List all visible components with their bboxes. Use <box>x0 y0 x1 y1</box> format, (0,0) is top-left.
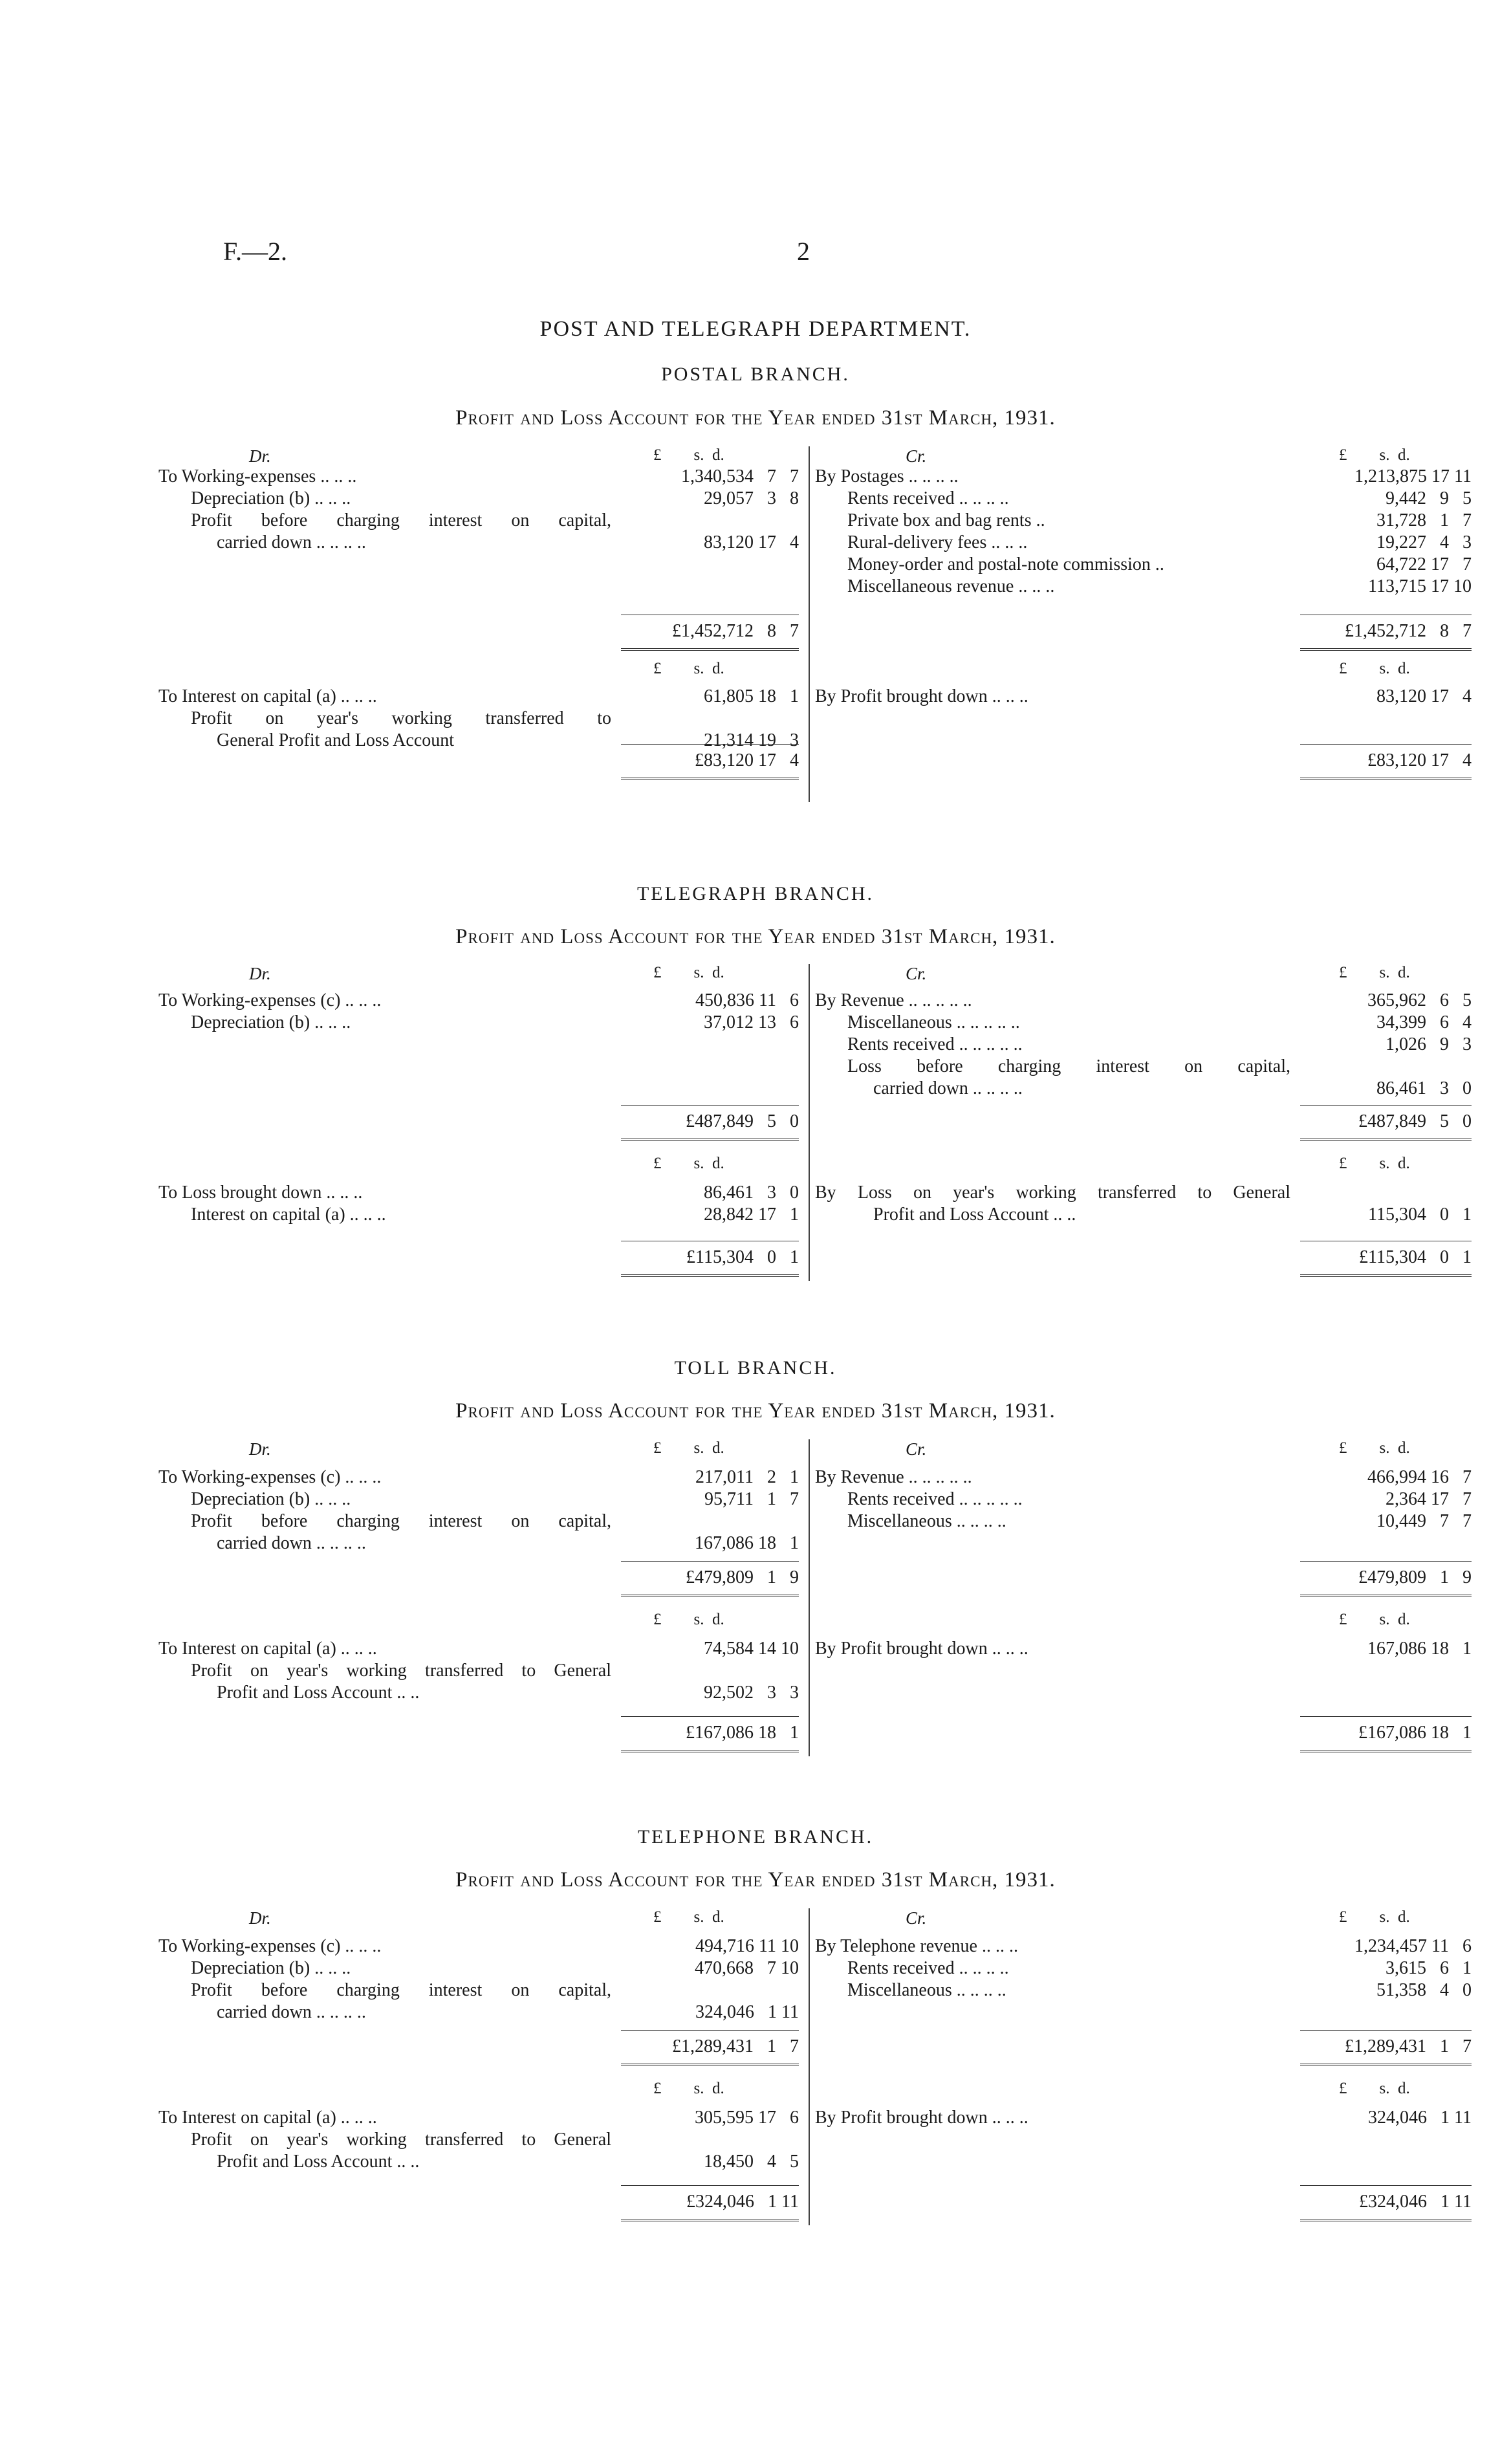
telegraph-cr1-desc: Rents received .. .. .. .. .. <box>847 1034 1023 1054</box>
total-two: £115,304 0 1 <box>1359 1247 1472 1267</box>
total-two: £83,120 17 4 <box>1367 750 1472 770</box>
telegraph-dr2-line <box>158 1182 802 1204</box>
toll-cr1-line <box>815 1466 1472 1488</box>
cr-heading: Cr. <box>906 964 927 983</box>
credit-side <box>815 446 1472 815</box>
dr-heading: Dr. <box>249 446 271 466</box>
total-double-rule-two <box>621 1750 799 1754</box>
telephone-cr1-amount: 3,615 6 1 <box>1386 1958 1472 1978</box>
toll-cr2-line <box>815 1638 1472 1660</box>
total-double-rule-two <box>1300 2219 1472 2223</box>
postal-branch-title: POSTAL BRANCH. <box>661 364 850 385</box>
telegraph-cr2-desc: By Loss on year's working transferred to General <box>815 1183 1290 1203</box>
cr-heading: Cr. <box>906 446 927 466</box>
postal-dr2-amount: 21,314 19 3 <box>704 730 799 750</box>
telephone-cr1-line <box>815 1979 1472 2001</box>
telephone-account <box>158 1908 1472 2238</box>
telegraph-cr1-amount: 86,461 3 0 <box>1376 1078 1472 1098</box>
toll-dr1-line <box>158 1510 802 1532</box>
postal-dr1-desc: To Working-expenses .. .. .. <box>158 466 357 486</box>
telegraph-cr1-line <box>815 990 1472 1012</box>
total-two: £324,046 1 11 <box>1359 2192 1472 2212</box>
telegraph-pl-title: Profit and Loss Account for the Year ended 31st March, 1931. <box>455 925 1056 948</box>
subtotal-rule-two <box>621 2185 799 2186</box>
telephone-cr2-amount: 324,046 1 11 <box>1368 2108 1472 2128</box>
total-one: £1,289,431 1 7 <box>672 2036 799 2056</box>
total-double-rule-two <box>621 2219 799 2223</box>
subtotal-rule <box>621 1561 799 1562</box>
postal-cr1-amount: 113,715 17 10 <box>1368 576 1472 596</box>
units-heading-two: £ s. d. <box>653 1611 724 1628</box>
telegraph-dr1-line <box>158 990 802 1012</box>
telegraph-dr1-amount: 450,836 11 6 <box>695 990 799 1010</box>
postal-cr2-amount: 83,120 17 4 <box>1376 686 1472 706</box>
subtotal-rule <box>1300 2030 1472 2031</box>
page-ref: F.—2. <box>223 237 288 266</box>
subtotal-rule-two <box>1300 2185 1472 2186</box>
telephone-dr2-amount: 18,450 4 5 <box>704 2152 799 2172</box>
total-double-rule <box>1300 648 1472 653</box>
toll-dr2-desc: Profit and Loss Account .. .. <box>217 1683 420 1703</box>
telephone-branch-title: TELEPHONE BRANCH. <box>637 1826 874 1848</box>
cr-heading: Cr. <box>906 1439 927 1459</box>
telephone-dr2-line <box>158 2151 802 2173</box>
postal-dr2-desc: To Interest on capital (a) .. .. .. <box>158 686 377 706</box>
postal-cr1-line <box>815 532 1472 554</box>
telegraph-cr1-amount: 34,399 6 4 <box>1376 1012 1472 1032</box>
telegraph-cr2-amount: 115,304 0 1 <box>1368 1205 1472 1225</box>
telephone-dr1-amount: 494,716 11 10 <box>695 1936 799 1956</box>
telephone-cr1-desc: Miscellaneous .. .. .. .. <box>847 1980 1006 2000</box>
debit-side <box>158 446 802 815</box>
toll-dr2-desc: Profit on year's working transferred to General <box>191 1661 611 1681</box>
toll-dr2-desc: To Interest on capital (a) .. .. .. <box>158 1639 377 1659</box>
telegraph-cr2-line <box>815 1182 1472 1204</box>
total-double-rule <box>1300 1595 1472 1599</box>
credit-side <box>815 1439 1472 1769</box>
telegraph-cr1-desc: By Revenue .. .. .. .. .. <box>815 990 972 1010</box>
dr-units-heading: £ s. d. <box>653 1908 724 1926</box>
postal-dr1-line <box>158 510 802 532</box>
telephone-dr1-desc: Profit before charging interest on capital, <box>191 1980 611 2000</box>
postal-dr1-desc: Profit before charging interest on capital, <box>191 510 611 530</box>
toll-cr1-amount: 466,994 16 7 <box>1367 1467 1472 1487</box>
telephone-dr1-line <box>158 1935 802 1957</box>
page-title: POST AND TELEGRAPH DEPARTMENT. <box>539 317 972 341</box>
telephone-dr1-desc: Depreciation (b) .. .. .. <box>191 1958 351 1978</box>
telegraph-dr2-amount: 86,461 3 0 <box>704 1183 799 1203</box>
toll-dr2-line <box>158 1660 802 1682</box>
postal-dr1-amount: 1,340,534 7 7 <box>681 466 799 486</box>
telegraph-cr2-line <box>815 1204 1472 1226</box>
postal-cr1-desc: Rents received .. .. .. .. <box>847 488 1009 508</box>
total-double-rule <box>1300 2064 1472 2068</box>
subtotal-rule <box>621 2030 799 2031</box>
toll-dr1-line <box>158 1466 802 1488</box>
dr-units-heading: £ s. d. <box>653 1439 724 1457</box>
telegraph-cr1-line <box>815 1078 1472 1100</box>
total-one: £1,289,431 1 7 <box>1345 2036 1472 2056</box>
toll-dr1-desc: To Working-expenses (c) .. .. .. <box>158 1467 382 1487</box>
dr-units-heading: £ s. d. <box>653 446 724 464</box>
units-heading-two: £ s. d. <box>653 660 724 677</box>
postal-cr1-desc: Rural-delivery fees .. .. .. <box>847 532 1028 552</box>
toll-dr1-line <box>158 1532 802 1554</box>
postal-dr2-line <box>158 708 802 730</box>
subtotal-rule-two <box>1300 744 1472 745</box>
total-double-rule-two <box>621 778 799 782</box>
telephone-dr2-line <box>158 2129 802 2151</box>
telegraph-cr1-line <box>815 1056 1472 1078</box>
total-double-rule <box>621 648 799 653</box>
credit-side <box>815 1908 1472 2238</box>
units-heading-two: £ s. d. <box>653 1155 724 1172</box>
debit-side <box>158 1908 802 2238</box>
account-divider <box>809 1439 810 1756</box>
postal-cr2-desc: By Profit brought down .. .. .. <box>815 686 1028 706</box>
telephone-dr2-desc: Profit and Loss Account .. .. <box>217 2152 420 2172</box>
credit-side <box>815 964 1472 1294</box>
toll-cr1-amount: 10,449 7 7 <box>1376 1511 1472 1531</box>
total-two: £115,304 0 1 <box>686 1247 799 1267</box>
telephone-dr1-desc: To Working-expenses (c) .. .. .. <box>158 1936 382 1956</box>
cr-units-heading: £ s. d. <box>1339 1908 1410 1926</box>
total-double-rule-two <box>621 1274 799 1279</box>
dr-units-heading: £ s. d. <box>653 964 724 981</box>
total-double-rule-two <box>1300 778 1472 782</box>
toll-account <box>158 1439 1472 1769</box>
postal-cr1-desc: Private box and bag rents .. <box>847 510 1045 530</box>
telegraph-cr1-desc: Miscellaneous .. .. .. .. .. <box>847 1012 1020 1032</box>
postal-cr1-line <box>815 466 1472 488</box>
toll-cr2-desc: By Profit brought down .. .. .. <box>815 1639 1028 1659</box>
postal-cr1-line <box>815 576 1472 598</box>
telephone-cr1-line <box>815 1935 1472 1957</box>
telephone-dr2-line <box>158 2107 802 2129</box>
postal-account <box>158 446 1472 815</box>
total-double-rule-two <box>1300 1750 1472 1754</box>
total-two: £324,046 1 11 <box>686 2192 799 2212</box>
toll-dr1-desc: Profit before charging interest on capital, <box>191 1511 611 1531</box>
postal-pl-title: Profit and Loss Account for the Year ended 31st March, 1931. <box>455 406 1056 430</box>
postal-cr1-amount: 9,442 9 5 <box>1386 488 1472 508</box>
telephone-dr2-desc: To Interest on capital (a) .. .. .. <box>158 2108 377 2128</box>
cr-units-heading: £ s. d. <box>1339 1439 1410 1457</box>
toll-dr2-amount: 92,502 3 3 <box>704 1683 799 1703</box>
postal-cr1-desc: By Postages .. .. .. .. <box>815 466 959 486</box>
telegraph-dr2-desc: To Loss brought down .. .. .. <box>158 1183 363 1203</box>
toll-dr1-desc: Depreciation (b) .. .. .. <box>191 1489 351 1509</box>
toll-dr2-amount: 74,584 14 10 <box>704 1639 799 1659</box>
units-heading-two: £ s. d. <box>1339 1155 1410 1172</box>
telephone-dr2-amount: 305,595 17 6 <box>695 2108 799 2128</box>
postal-cr2-line <box>815 686 1472 708</box>
dr-heading: Dr. <box>249 964 271 983</box>
telegraph-dr2-desc: Interest on capital (a) .. .. .. <box>191 1205 386 1225</box>
dr-heading: Dr. <box>249 1908 271 1928</box>
postal-dr1-line <box>158 466 802 488</box>
telephone-pl-title: Profit and Loss Account for the Year ended 31st March, 1931. <box>455 1868 1056 1892</box>
telegraph-branch-title: TELEGRAPH BRANCH. <box>636 883 874 904</box>
total-one: £1,452,712 8 7 <box>672 621 799 641</box>
toll-cr1-desc: By Revenue .. .. .. .. .. <box>815 1467 972 1487</box>
units-heading-two: £ s. d. <box>1339 1611 1410 1628</box>
postal-cr1-line <box>815 488 1472 510</box>
telephone-dr1-line <box>158 1957 802 1979</box>
telephone-cr1-desc: Rents received .. .. .. .. <box>847 1958 1009 1978</box>
debit-side <box>158 1439 802 1769</box>
telephone-dr1-amount: 324,046 1 11 <box>695 2002 799 2022</box>
toll-dr1-line <box>158 1488 802 1510</box>
telegraph-cr1-amount: 1,026 9 3 <box>1386 1034 1472 1054</box>
toll-pl-title: Profit and Loss Account for the Year ended 31st March, 1931. <box>455 1399 1056 1423</box>
units-heading-two: £ s. d. <box>653 2080 724 2097</box>
telephone-cr2-desc: By Profit brought down .. .. .. <box>815 2108 1028 2128</box>
toll-cr1-line <box>815 1510 1472 1532</box>
postal-cr1-amount: 31,728 1 7 <box>1376 510 1472 530</box>
toll-dr2-line <box>158 1638 802 1660</box>
subtotal-rule-two <box>1300 1716 1472 1717</box>
total-two: £167,086 18 1 <box>686 1723 799 1743</box>
cr-units-heading: £ s. d. <box>1339 964 1410 981</box>
telephone-dr1-line <box>158 1979 802 2001</box>
telephone-dr2-desc: Profit on year's working transferred to General <box>191 2130 611 2150</box>
postal-dr2-desc: Profit on year's working transferred to <box>191 708 611 728</box>
telephone-cr1-desc: By Telephone revenue .. .. .. <box>815 1936 1018 1956</box>
toll-cr1-amount: 2,364 17 7 <box>1386 1489 1472 1509</box>
postal-dr1-line <box>158 532 802 554</box>
telegraph-cr1-desc: Loss before charging interest on capital, <box>847 1056 1290 1076</box>
total-one: £487,849 5 0 <box>686 1111 799 1131</box>
toll-branch-title: TOLL BRANCH. <box>674 1357 837 1379</box>
total-one: £1,452,712 8 7 <box>1345 621 1472 641</box>
toll-cr2-amount: 167,086 18 1 <box>1367 1639 1472 1659</box>
postal-dr2-line <box>158 686 802 708</box>
telephone-cr2-line <box>815 2107 1472 2129</box>
toll-dr1-desc: carried down .. .. .. .. <box>217 1533 366 1553</box>
postal-cr1-line <box>815 554 1472 576</box>
cr-heading: Cr. <box>906 1908 927 1928</box>
telegraph-cr1-desc: carried down .. .. .. .. <box>873 1078 1023 1098</box>
telephone-dr1-amount: 470,668 7 10 <box>695 1958 799 1978</box>
total-double-rule <box>621 1595 799 1599</box>
telegraph-cr1-amount: 365,962 6 5 <box>1367 990 1472 1010</box>
telegraph-dr1-desc: Depreciation (b) .. .. .. <box>191 1012 351 1032</box>
subtotal-rule <box>1300 1105 1472 1106</box>
toll-dr1-amount: 167,086 18 1 <box>695 1533 799 1553</box>
telegraph-cr1-line <box>815 1034 1472 1056</box>
postal-cr1-desc: Miscellaneous revenue .. .. .. <box>847 576 1055 596</box>
telephone-cr1-amount: 1,234,457 11 6 <box>1354 1936 1472 1956</box>
subtotal-rule-two <box>621 744 799 745</box>
toll-dr1-amount: 95,711 1 7 <box>704 1489 799 1509</box>
account-divider <box>809 964 810 1281</box>
postal-dr1-amount: 29,057 3 8 <box>704 488 799 508</box>
postal-dr1-amount: 83,120 17 4 <box>704 532 799 552</box>
dr-heading: Dr. <box>249 1439 271 1459</box>
postal-cr1-desc: Money-order and postal-note commission .. <box>847 554 1164 574</box>
debit-side <box>158 964 802 1294</box>
total-double-rule-two <box>1300 1274 1472 1279</box>
telegraph-dr2-amount: 28,842 17 1 <box>704 1205 799 1225</box>
telegraph-account <box>158 964 1472 1294</box>
telegraph-dr1-desc: To Working-expenses (c) .. .. .. <box>158 990 382 1010</box>
telephone-dr1-line <box>158 2001 802 2023</box>
page-number: 2 <box>797 237 810 266</box>
postal-dr2-amount: 61,805 18 1 <box>704 686 799 706</box>
total-two: £83,120 17 4 <box>695 750 799 770</box>
telegraph-cr2-desc: Profit and Loss Account .. .. <box>873 1205 1076 1225</box>
postal-dr1-line <box>158 488 802 510</box>
postal-dr2-desc: General Profit and Loss Account <box>217 730 455 750</box>
telegraph-dr1-amount: 37,012 13 6 <box>704 1012 799 1032</box>
postal-cr1-amount: 64,722 17 7 <box>1376 554 1472 574</box>
total-one: £487,849 5 0 <box>1358 1111 1472 1131</box>
toll-cr1-desc: Miscellaneous .. .. .. .. <box>847 1511 1006 1531</box>
toll-cr1-line <box>815 1488 1472 1510</box>
toll-dr2-line <box>158 1682 802 1704</box>
postal-cr1-amount: 1,213,875 17 11 <box>1354 466 1472 486</box>
telegraph-dr1-line <box>158 1012 802 1034</box>
postal-cr1-line <box>815 510 1472 532</box>
units-heading-two: £ s. d. <box>1339 2080 1410 2097</box>
postal-dr1-desc: Depreciation (b) .. .. .. <box>191 488 351 508</box>
total-one: £479,809 1 9 <box>686 1567 799 1587</box>
telegraph-cr1-line <box>815 1012 1472 1034</box>
postal-dr1-desc: carried down .. .. .. .. <box>217 532 366 552</box>
subtotal-rule <box>1300 1561 1472 1562</box>
total-one: £479,809 1 9 <box>1358 1567 1472 1587</box>
cr-units-heading: £ s. d. <box>1339 446 1410 464</box>
telephone-cr1-line <box>815 1957 1472 1979</box>
total-double-rule <box>621 1139 799 1143</box>
total-double-rule <box>621 2064 799 2068</box>
subtotal-rule-two <box>621 1716 799 1717</box>
total-double-rule <box>1300 1139 1472 1143</box>
telephone-cr1-amount: 51,358 4 0 <box>1376 1980 1472 2000</box>
units-heading-two: £ s. d. <box>1339 660 1410 677</box>
subtotal-rule <box>621 1105 799 1106</box>
account-divider <box>809 1908 810 2225</box>
postal-cr1-amount: 19,227 4 3 <box>1376 532 1472 552</box>
total-two: £167,086 18 1 <box>1358 1723 1472 1743</box>
account-divider <box>809 446 810 802</box>
toll-dr1-amount: 217,011 2 1 <box>695 1467 799 1487</box>
telephone-dr1-desc: carried down .. .. .. .. <box>217 2002 366 2022</box>
toll-cr1-desc: Rents received .. .. .. .. .. <box>847 1489 1023 1509</box>
postal-dr2-line <box>158 730 802 752</box>
telegraph-dr2-line <box>158 1204 802 1226</box>
